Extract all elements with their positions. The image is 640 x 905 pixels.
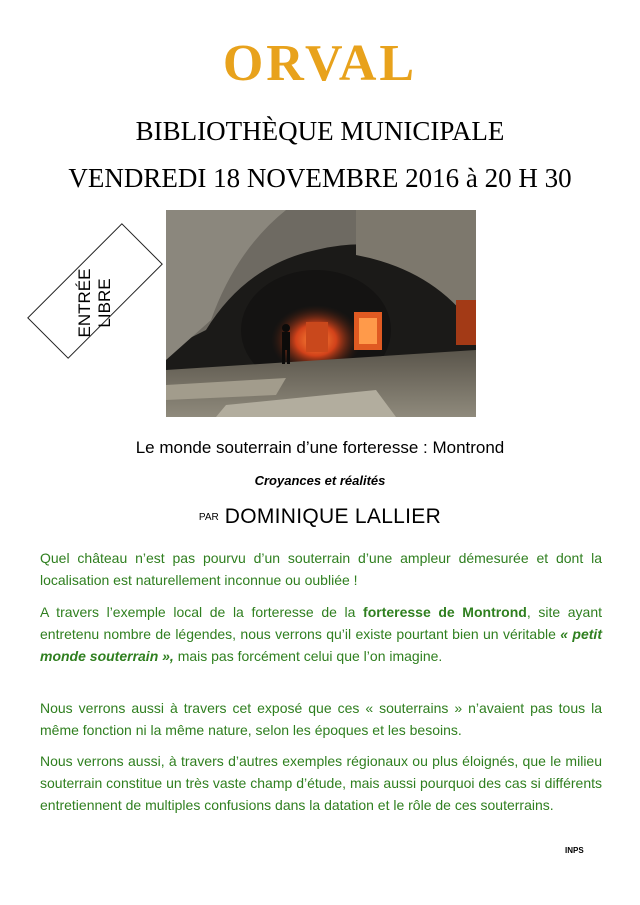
paragraph-2-quote: « petit monde souterrain », [40,626,602,664]
venue-heading: BIBLIOTHÈQUE MUNICIPALE [135,116,505,146]
paragraph-2-part-b: , site ayant entretenu nombre de légendes, nous verrons qu’il existe pourtant bien un véritable [40,604,603,642]
paragraph-1: Quel château n’est pas pourvu d’un souterrain d’une ampleur démesurée et dont la localisation est naturellement inconnue ou oubliée ! [40,550,602,588]
event-date: VENDREDI 18 NOVEMBRE 2016 à 20 H 30 [68,163,572,193]
paragraph-3: Nous verrons aussi à travers cet exposé que ces « souterrains » n’avaient pas tous la même fonction ni la même nature, selon les époques et les besoins. [40,700,602,738]
talk-tagline: Croyances et réalités [254,473,386,488]
footer-code: INPS [565,846,584,855]
paragraph-4: Nous verrons aussi, à travers d’autres exemples régionaux ou plus éloignés, que le milieu souterrain constitue un très vaste champ d’étude, mais aussi pourquoi des cas si différents entretiennent de multiples confusions dans la datation et le rôle de ces souterrains. [40,753,602,813]
paragraph-2-part-c: mais pas forcément celui que l’on imagine. [173,648,443,664]
town-title: ORVAL [222,35,418,92]
paragraph-2-part-a: A travers l’exemple local de la forteresse de la [40,604,364,620]
by-label: PAR [198,511,219,523]
speaker-line [0,505,640,529]
speaker-name: DOMINIQUE LALLIER [224,505,442,528]
entry-badge-text: ENTRÉE LIBRE [75,268,114,338]
vault-illustration [166,210,476,417]
underground-vault-photo [166,210,476,417]
talk-title: Le monde souterrain d’une forteresse : Montrond [135,438,505,457]
paragraph-2-emphasis: forteresse de Montrond [363,604,527,620]
paragraph-2 [40,601,602,667]
